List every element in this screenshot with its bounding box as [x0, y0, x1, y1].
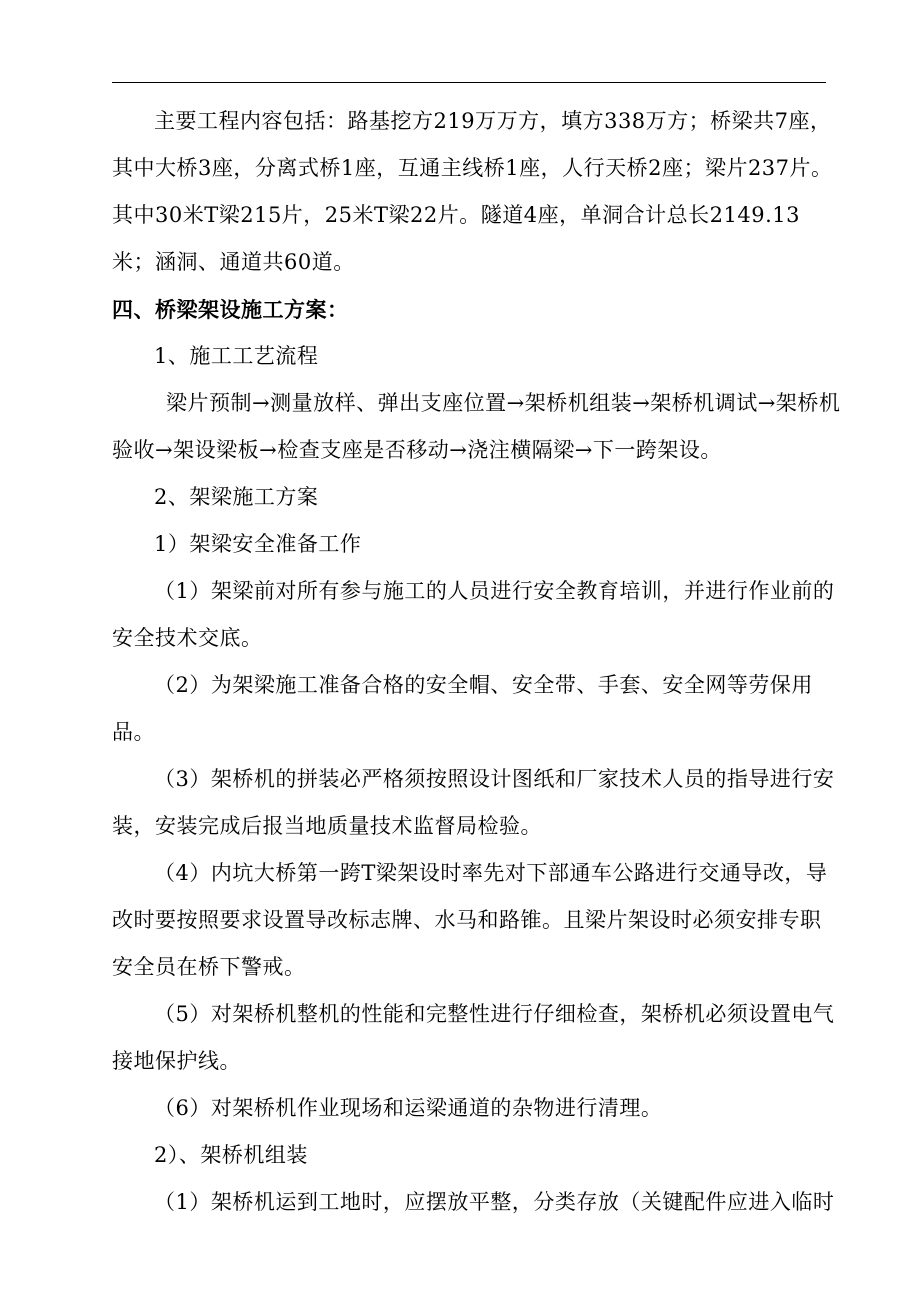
subsection-2-1-title: 1）架梁安全准备工作: [154, 532, 362, 556]
safety-item-1: （1）架梁前对所有参与施工的人员进行安全教育培训，并进行作业前的安全技术交底。: [112, 579, 835, 650]
subsection-2-title: 2、架梁施工方案: [154, 485, 319, 509]
safety-item-3: （3）架桥机的拼装必严格须按照设计图纸和厂家技术人员的指导进行安装，安装完成后报当地质量技术监督局检验。: [112, 767, 835, 838]
process-flow-paragraph: 梁片预制→测量放样、弹出支座位置→架桥机组装→架桥机调试→架桥机验收→架设梁板→检查支座是否移动→浇注横隔梁→下一跨架设。: [112, 391, 841, 462]
subsection-1-title: 1、施工工艺流程: [154, 344, 319, 368]
document-body: [112, 98, 842, 1226]
header-rule: [112, 82, 826, 83]
safety-item-4: （4）内坑大桥第一跨T梁架设时率先对下部通车公路进行交通导改，导改时要按照要求设置导改标志牌、水马和路锥。且梁片架设时必须安排专职安全员在桥下警戒。: [112, 861, 828, 979]
section-heading: 四、桥梁架设施工方案：: [112, 297, 349, 322]
subsection-2-2-title: 2）、架桥机组装: [154, 1143, 308, 1167]
intro-paragraph: 主要工程内容包括：路基挖方219万万方，填方338万方；桥梁共7座，其中大桥3座，分离式桥1座，互通主线桥1座，人行天桥2座；梁片237片。其中30米T梁215片，25米T梁22片。隧道4座，单洞合计总长2149.13米；涵洞、通道共60道。: [112, 109, 833, 274]
safety-item-2: （2）为架梁施工准备合格的安全帽、安全带、手套、安全网等劳保用品。: [112, 673, 813, 744]
safety-item-5: （5）对架桥机整机的性能和完整性进行仔细检查，架桥机必须设置电气接地保护线。: [112, 1002, 835, 1073]
safety-item-6: （6）对架桥机作业现场和运梁通道的杂物进行清理。: [154, 1096, 663, 1120]
assembly-item-1: （1）架桥机运到工地时，应摆放平整，分类存放（关键配件应进入临时: [154, 1190, 835, 1214]
